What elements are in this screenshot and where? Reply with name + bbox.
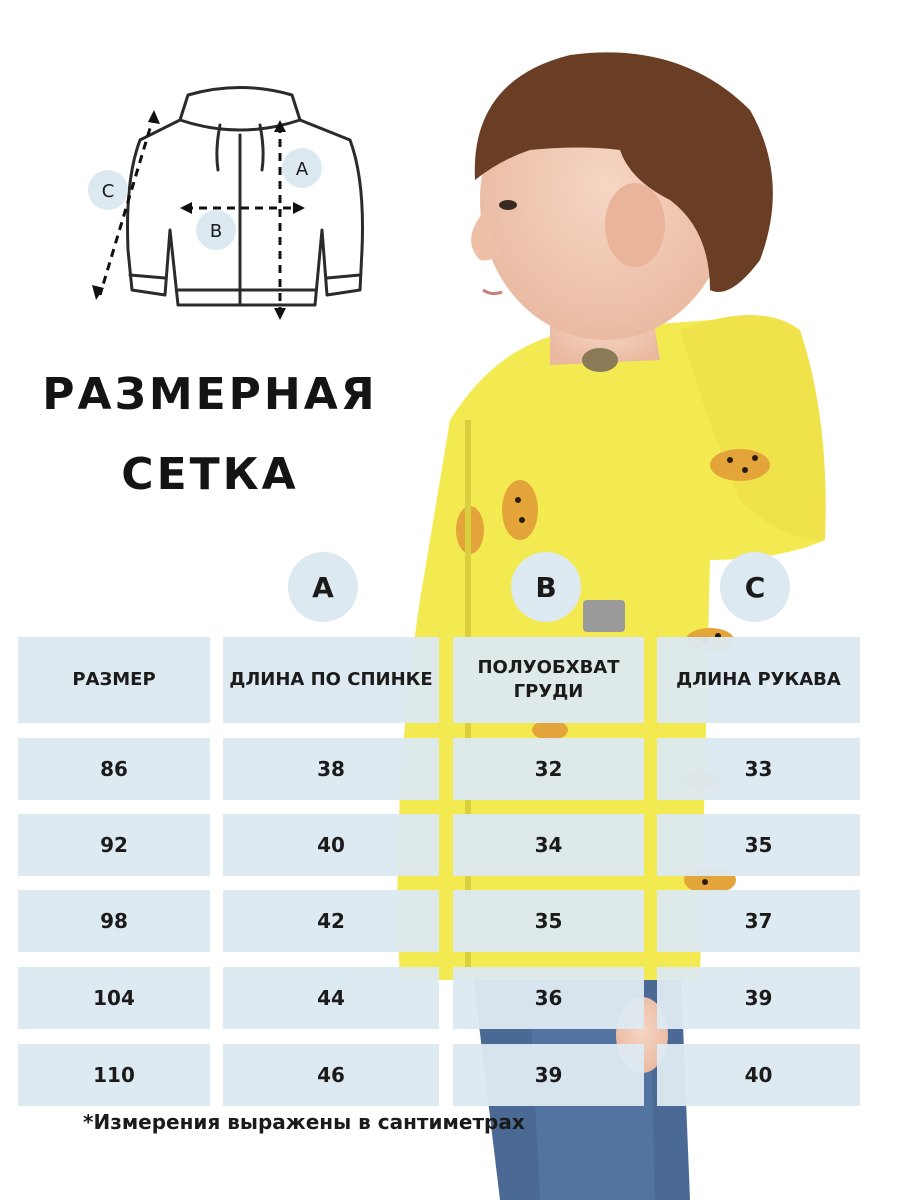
table-cell: 39 — [453, 1044, 644, 1106]
header-back-length: ДЛИНА ПО СПИНКЕ — [223, 637, 439, 723]
column-marker-c: C — [720, 552, 790, 622]
table-cell: 39 — [657, 967, 860, 1029]
title-line-2: СЕТКА — [121, 449, 299, 500]
table-cell: 92 — [18, 814, 210, 876]
table-cell: 33 — [657, 738, 860, 800]
table-cell: 35 — [453, 890, 644, 952]
table-cell: 44 — [223, 967, 439, 1029]
table-cell: 37 — [657, 890, 860, 952]
sketch-label-c: C — [101, 181, 115, 202]
column-marker-a: A — [288, 552, 358, 622]
title-line-1: РАЗМЕРНАЯ — [42, 369, 378, 420]
footnote: *Измерения выражены в сантиметрах — [83, 1110, 525, 1134]
table-cell: 36 — [453, 967, 644, 1029]
table-cell: 34 — [453, 814, 644, 876]
header-sleeve-length: ДЛИНА РУКАВА — [657, 637, 860, 723]
table-cell: 98 — [18, 890, 210, 952]
column-marker-b: B — [511, 552, 581, 622]
table-cell: 104 — [18, 967, 210, 1029]
table-cell: 32 — [453, 738, 644, 800]
table-cell: 46 — [223, 1044, 439, 1106]
header-size: РАЗМЕР — [18, 637, 210, 723]
sketch-label-a: A — [295, 159, 309, 180]
table-cell: 35 — [657, 814, 860, 876]
table-cell: 40 — [223, 814, 439, 876]
table-cell: 40 — [657, 1044, 860, 1106]
sketch-label-b: B — [209, 221, 223, 242]
table-cell: 42 — [223, 890, 439, 952]
jacket-sketch — [70, 80, 370, 340]
header-half-chest: ПОЛУОБХВАТ ГРУДИ — [453, 637, 644, 723]
table-cell: 38 — [223, 738, 439, 800]
table-cell: 110 — [18, 1044, 210, 1106]
table-cell: 86 — [18, 738, 210, 800]
